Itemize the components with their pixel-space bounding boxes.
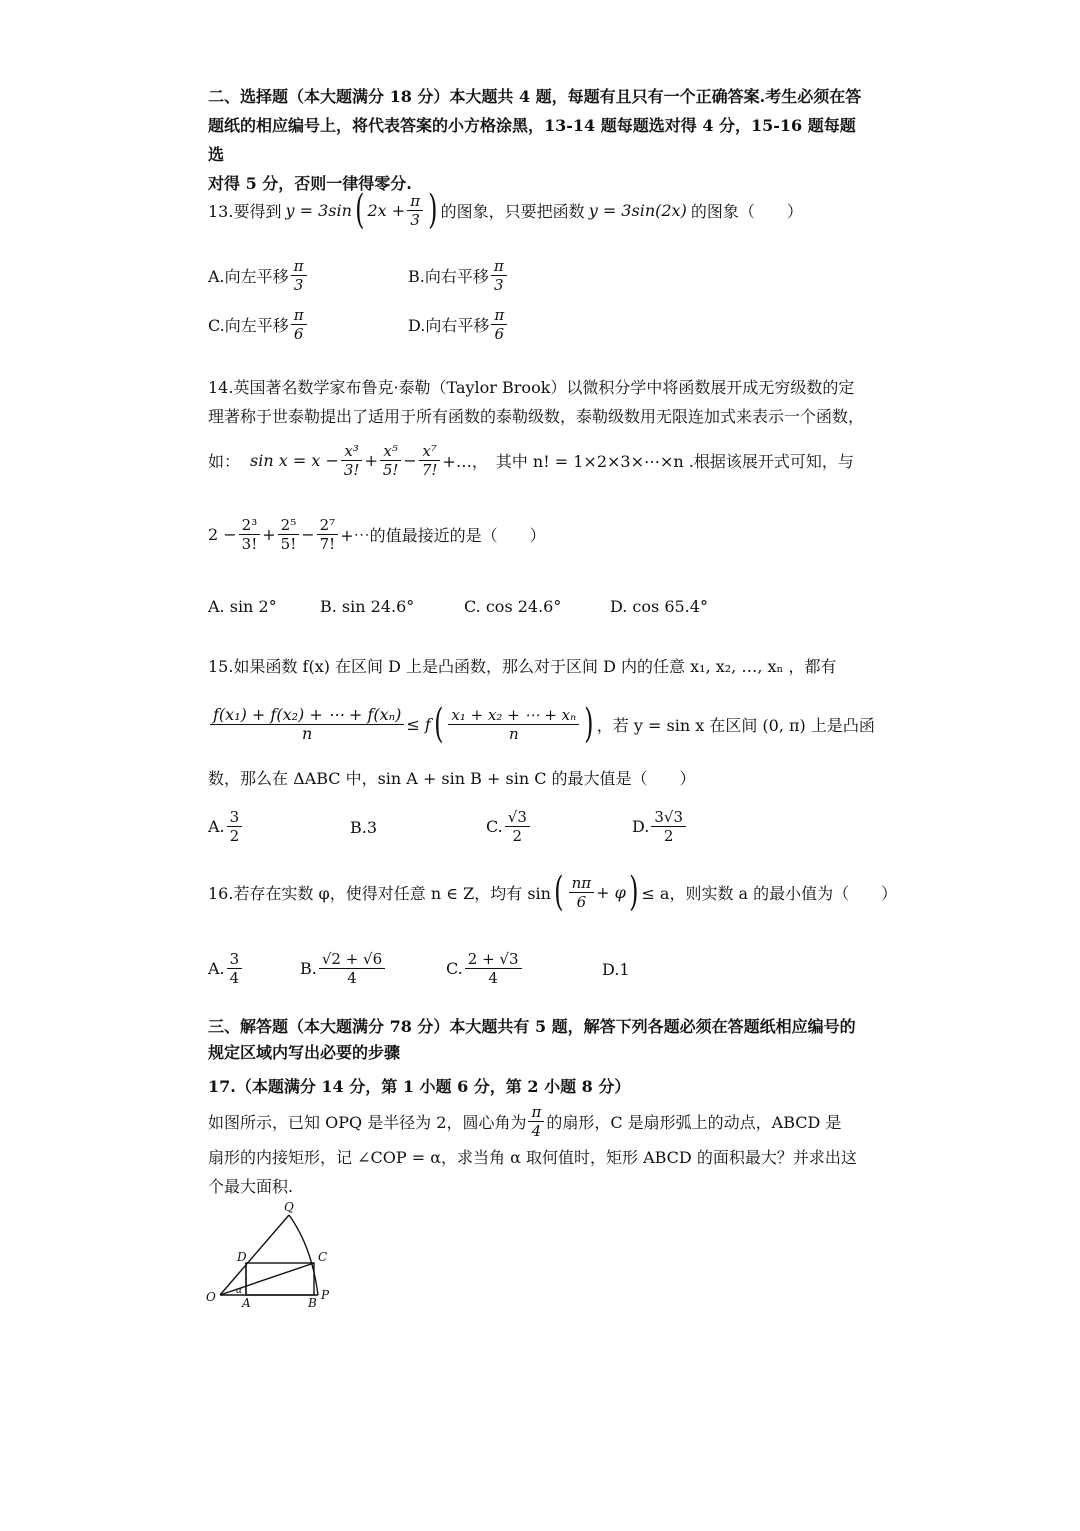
q13-eq1-left: y = 3sin [285, 200, 352, 220]
q15-option-b[interactable] [350, 818, 377, 837]
q14-series-line [208, 442, 854, 479]
q14-option-a[interactable] [208, 597, 277, 616]
q16-option-a-frac [227, 950, 243, 987]
q14-line1: 14.英国著名数学家布鲁克·泰勒（Taylor Brook）以微积分学中将函数展开成无穷级数的定 [208, 378, 855, 397]
q15-option-a-frac [227, 808, 243, 845]
q14-frac-2-5 [278, 516, 300, 553]
q14-target-line [208, 516, 546, 553]
q13-option-b-num: π [491, 257, 507, 276]
label-o: O [206, 1290, 216, 1304]
q13-option-c[interactable] [208, 306, 309, 343]
q17-pi-over-4 [528, 1103, 544, 1140]
section3-line1: 三、解答题（本大题满分 78 分）本大题共有 5 题，解答下列各题必须在答题纸相应编号的 [208, 1017, 856, 1036]
q14-n3: 2³ [239, 516, 261, 535]
q17-header [208, 1074, 630, 1097]
q16-prefix: 16.若存在实数 φ，使得对任意 n ∈ Z，均有 sin [208, 883, 551, 903]
q15-lhs-frac [210, 706, 404, 743]
q14-option-c[interactable] [464, 597, 561, 616]
q16-option-c-den: 4 [488, 969, 498, 987]
q15-lhs-den: n [302, 723, 313, 743]
q16-option-b-frac [319, 950, 385, 987]
q14-x7: x⁷ [419, 442, 439, 461]
label-alpha: α [236, 1286, 243, 1296]
q17-line3: 个最大面积. [208, 1177, 294, 1196]
q14-option-b-label: B. sin 24.6° [320, 597, 415, 616]
q16-option-c-num: 2 + √3 [465, 950, 522, 969]
q16-option-b-num: √2 + √6 [319, 950, 385, 969]
q16-option-c-frac [465, 950, 522, 987]
q13-rparen: ) [428, 187, 438, 233]
q15-option-d-num: 3√3 [651, 808, 686, 827]
q14-frac-x3 [341, 442, 363, 479]
q13-option-d-frac [491, 306, 507, 343]
label-b: B [308, 1296, 317, 1310]
q15-option-b-label: B.3 [350, 818, 378, 837]
q13-pi: π [407, 192, 423, 211]
q16-option-a-num: 3 [227, 950, 243, 969]
section2-line3: 对得 5 分，否则一律得零分. [208, 174, 412, 193]
q14-ru: 如： [208, 452, 241, 471]
q14-f3: 3! [343, 461, 360, 479]
q17-pi: π [528, 1103, 544, 1122]
q13-option-b-den: 3 [494, 276, 504, 294]
q13-option-d-label: D.向右平移 [408, 316, 490, 335]
q13-prefix: 13.要得到 [208, 201, 282, 221]
q13-option-c-label: C.向左平移 [208, 316, 289, 335]
q15-leq: ≤ f [406, 714, 431, 734]
q14-d7: 7! [319, 535, 336, 553]
q17-body [208, 1143, 868, 1201]
q15-option-a-den: 2 [229, 827, 240, 845]
q15-option-d[interactable] [632, 808, 688, 845]
q13-option-a[interactable] [208, 257, 309, 294]
q15-option-a[interactable] [208, 808, 244, 845]
q14-option-d[interactable] [610, 597, 708, 616]
q15-option-d-label: D. [632, 817, 650, 836]
q14-plus2: + [262, 525, 276, 544]
q16-stem [208, 869, 898, 915]
q13-eq2: y = 3sin(2x) [588, 200, 687, 220]
q15-line1-text: 15.如果函数 f(x) 在区间 D 上是凸函数，那么对于区间 D 内的任意 x₁, x₂, …, xₙ ，都有 [208, 657, 837, 676]
rectangle-abcd [246, 1263, 314, 1295]
q14-two: 2 − [208, 525, 237, 544]
q13-option-a-frac [291, 257, 307, 294]
q14-minus2: − [301, 525, 315, 544]
q14-f7: 7! [421, 461, 438, 479]
q14-n5: 2⁵ [278, 516, 300, 535]
q14-minus: − [403, 451, 417, 470]
q15-option-d-frac [651, 808, 686, 845]
q16-option-a-den: 4 [229, 969, 240, 987]
q14-frac-2-7 [317, 516, 339, 553]
sector-figure [200, 1195, 340, 1310]
q13-option-a-label: A.向左平移 [208, 267, 289, 286]
q14-frac-x7 [419, 442, 441, 479]
q16-lparen: ( [554, 869, 564, 915]
q16-npi-over-6 [569, 874, 595, 911]
q14-stem [208, 373, 868, 431]
section2-header [208, 82, 868, 198]
q15-line1 [208, 654, 837, 677]
q14-option-d-label: D. cos 65.4° [610, 597, 708, 616]
q13-option-c-den: 6 [293, 325, 304, 343]
q13-suffix: 的图象（ ） [690, 201, 803, 221]
q14-frac-x5 [380, 442, 402, 479]
q14-d5: 5! [280, 535, 297, 553]
section2-line1: 二、选择题（本大题满分 18 分）本大题共 4 题，每题有且只有一个正确答案.考生必须在答 [208, 87, 862, 106]
label-p: P [321, 1288, 330, 1302]
q16-option-a[interactable] [208, 950, 244, 987]
q17-header-text: 17.（本题满分 14 分，第 1 小题 6 分，第 2 小题 8 分） [208, 1077, 631, 1096]
q16-plusphi: + φ [596, 882, 626, 902]
q15-option-c[interactable] [486, 808, 532, 845]
q14-tail: +⋯的值最接近的是（ ） [340, 526, 546, 545]
q13-option-a-num: π [291, 257, 307, 276]
q15-line3-text: 数，那么在 ΔABC 中，sin A + sin B + sin C 的最大值是（ ） [208, 769, 696, 788]
q13-option-d[interactable] [408, 306, 509, 343]
q13-eq1-inner: 2x + [367, 200, 406, 220]
q16-suffix: ≤ a，则实数 a 的最小值为（ ） [641, 883, 898, 903]
q16-option-c-label: C. [446, 959, 463, 978]
q15-lhs-num: f(x₁) + f(x₂) + ⋯ + f(xₙ) [210, 706, 404, 725]
q15-rhs-den: n [508, 724, 519, 743]
q15-lparen: ( [433, 701, 444, 747]
q13-option-b-label: B.向右平移 [408, 267, 489, 286]
q14-d3: 3! [241, 535, 258, 553]
q14-qizhong: 其中 n! = 1×2×3×⋯×n .根据该展开式可知，与 [495, 452, 854, 471]
q13-pi-over-3 [407, 192, 423, 229]
q14-x5: x⁵ [380, 442, 400, 461]
q13-option-d-num: π [491, 306, 507, 325]
q17-line1 [208, 1103, 841, 1140]
section3-header [208, 1014, 868, 1066]
q14-option-c-label: C. cos 24.6° [464, 597, 562, 616]
q14-plus: + [364, 451, 378, 470]
q13-three: 3 [410, 210, 420, 229]
q15-option-a-label: A. [208, 817, 225, 836]
q15-after: ，若 y = sin x 在区间 (0, π) 上是凸函 [596, 715, 875, 735]
q13-option-b[interactable] [408, 257, 509, 294]
q13-mid: 的图象，只要把函数 [440, 201, 585, 221]
q15-option-c-num: √3 [505, 808, 530, 827]
q17-l1b: 的扇形，C 是扇形弧上的动点，ABCD 是 [546, 1113, 842, 1132]
q15-rhs-num: x₁ + x₂ + ⋯ + xₙ [448, 706, 579, 725]
q13-option-c-num: π [291, 306, 307, 325]
q16-six: 6 [576, 892, 587, 911]
label-q: Q [284, 1200, 294, 1214]
q14-option-a-label: A. sin 2° [208, 597, 277, 616]
q13-stem [208, 187, 803, 233]
q15-inequality [208, 701, 875, 747]
q15-option-c-label: C. [486, 817, 503, 836]
q14-f5: 5! [382, 461, 399, 479]
q14-x3: x³ [341, 442, 361, 461]
q15-option-a-num: 3 [227, 808, 243, 827]
q15-rhs-frac [448, 706, 579, 743]
q15-rparen: ) [584, 701, 594, 747]
q15-option-c-den: 2 [512, 827, 523, 845]
q13-option-b-frac [491, 257, 507, 294]
q15-line3 [208, 766, 696, 789]
q16-option-d[interactable] [602, 960, 630, 979]
q16-option-b-den: 4 [347, 969, 357, 987]
q13-option-a-den: 3 [293, 276, 304, 294]
q15-option-d-den: 2 [663, 827, 674, 845]
q13-option-c-frac [291, 306, 307, 343]
q17-line2: 扇形的内接矩形，记 ∠COP = α，求当角 α 取何值时，矩形 ABCD 的面积最大？并求出这 [208, 1148, 857, 1167]
q16-option-a-label: A. [208, 959, 225, 978]
q14-sinx: sin x = x − [250, 451, 339, 470]
label-c: C [318, 1250, 328, 1264]
q16-rparen: ) [628, 869, 639, 915]
q14-n7: 2⁷ [317, 516, 339, 535]
q16-npi: nπ [569, 874, 595, 893]
q14-frac-2-3 [239, 516, 261, 553]
q14-line2: 理著称于世泰勒提出了适用于所有函数的泰勒级数，泰勒级数用无限连加式来表示一个函数， [208, 407, 865, 426]
q14-dots: +…， [442, 452, 488, 471]
q13-lparen: ( [355, 187, 365, 233]
q16-option-d-label: D.1 [602, 960, 630, 979]
q16-option-b-label: B. [300, 959, 317, 978]
section2-line2: 题纸的相应编号上，将代表答案的小方格涂黑，13-14 题每题选对得 4 分，15-16 题每题选 [208, 116, 856, 164]
q16-option-b[interactable] [300, 950, 387, 987]
label-a: A [242, 1296, 251, 1310]
q15-option-c-frac [505, 808, 530, 845]
label-d: D [237, 1250, 247, 1264]
q14-option-b[interactable] [320, 597, 414, 616]
q13-option-d-den: 6 [494, 325, 505, 343]
q16-option-c[interactable] [446, 950, 524, 987]
q17-l1a: 如图所示，已知 OPQ 是半径为 2，圆心角为 [208, 1113, 527, 1132]
q17-four: 4 [531, 1122, 542, 1140]
section3-line2: 规定区域内写出必要的步骤 [208, 1043, 401, 1062]
